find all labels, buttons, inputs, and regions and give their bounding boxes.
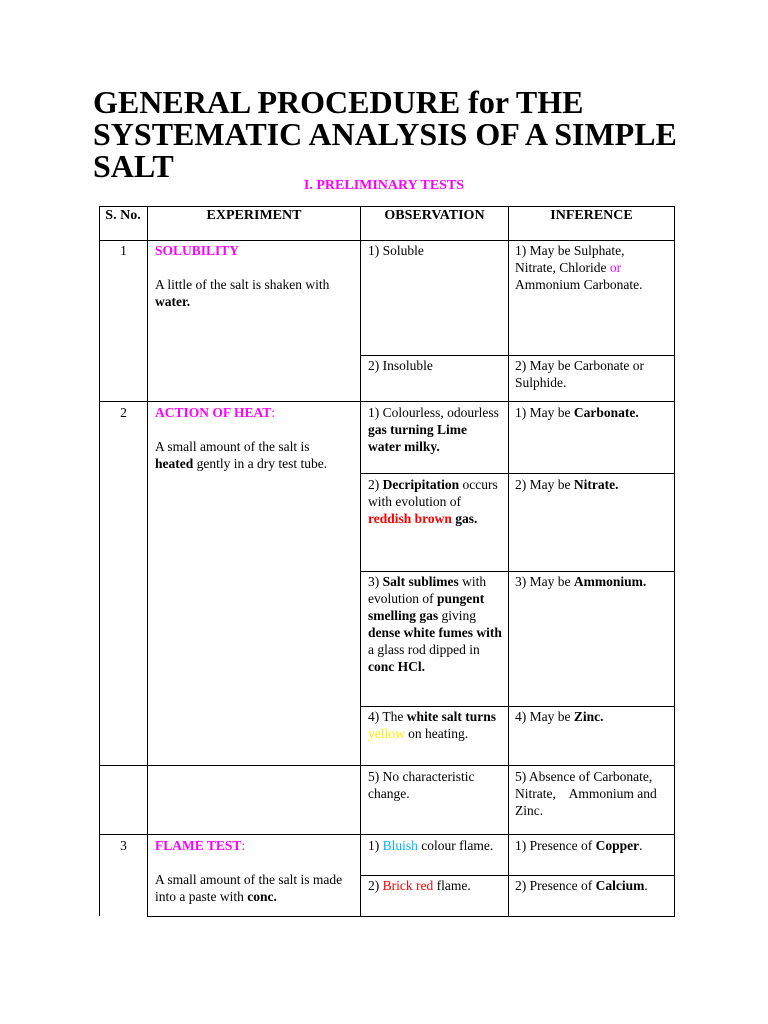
row1-obs1: 1) Soluble — [368, 243, 424, 258]
row1-sno: 1 — [120, 243, 127, 258]
row-divider-2c — [360, 706, 675, 707]
row2-inf5: 5) Absence of Carbonate, Nitrate, Ammonium and Zinc. — [515, 769, 661, 818]
row-divider-1 — [99, 401, 675, 402]
row-divider-1a — [360, 355, 675, 356]
row-divider-2a — [360, 473, 675, 474]
row2-inf3: 3) May be Ammonium. — [515, 574, 647, 589]
column-divider-1 — [147, 206, 148, 916]
row3-sno: 3 — [120, 838, 127, 853]
row1-inf2: 2) May be Carbonate or Sulphide. — [515, 358, 644, 390]
row1-inf1: 1) May be Sulphate, Nitrate, Chloride or Ammonium Carbonate. — [515, 243, 643, 292]
row2-inf1: 1) May be Carbonate. — [515, 405, 639, 420]
row2-obs3: 3) Salt sublimes with evolution of pungent smelling gas giving dense white fumes with a glass rod dipped in conc HCl. — [368, 574, 502, 674]
row1-experiment-water: water. — [155, 294, 191, 309]
table-border-left — [99, 206, 100, 916]
row2-obs4: 4) The white salt turns yellow on heating. — [368, 709, 497, 741]
header-inference: INFERENCE — [550, 208, 633, 223]
row1-obs2: 2) Insoluble — [368, 358, 433, 373]
row1-experiment-title: SOLUBILITY — [155, 243, 240, 258]
column-divider-2 — [360, 206, 361, 916]
row1-experiment-text: A little of the salt is shaken with — [155, 277, 330, 292]
row3-obs2: 2) Brick red flame. — [368, 878, 471, 893]
table-border-right — [674, 206, 675, 916]
row2-obs5: 5) No characteristic change. — [368, 769, 475, 801]
row-divider-2d — [99, 765, 675, 766]
row2-experiment-title: ACTION OF HEAT — [155, 405, 272, 420]
row2-sno: 2 — [120, 405, 127, 420]
row-divider-2b — [360, 571, 675, 572]
row3-inf1: 1) Presence of Copper. — [515, 838, 643, 853]
row2-experiment: ACTION OF HEAT: A small amount of the salt is heated gently in a dry test tube. — [155, 405, 328, 471]
row2-obs2: 2) Decripitation occurs with evolution of reddish brown gas. — [368, 477, 498, 526]
row3-inf2: 2) Presence of Calcium. — [515, 878, 648, 893]
row1-experiment — [155, 242, 345, 310]
header-observation: OBSERVATION — [384, 208, 485, 223]
row3-experiment-title: FLAME TEST — [155, 838, 242, 853]
table-bottom-line — [147, 916, 675, 917]
header-experiment: EXPERIMENT — [206, 208, 302, 223]
row3-experiment: FLAME TEST: A small amount of the salt is made into a paste with conc. — [155, 838, 343, 904]
section-subtitle: I. PRELIMINARY TESTS — [303, 178, 465, 193]
row-divider-header — [99, 240, 675, 241]
row3-obs1: 1) Bluish colour flame. — [368, 838, 494, 853]
row-divider-3a — [360, 875, 675, 876]
page-title: GENERAL PROCEDURE for THE SYSTEMATIC ANALYSIS OF A SIMPLE SALT — [93, 84, 677, 184]
row2-obs1: 1) Colourless, odourless gas turning Lime water milky. — [368, 405, 499, 454]
row-divider-2 — [99, 834, 675, 835]
header-sno: S. No. — [105, 208, 141, 223]
row2-inf4: 4) May be Zinc. — [515, 709, 604, 724]
row2-inf2: 2) May be Nitrate. — [515, 477, 619, 492]
column-divider-3 — [508, 206, 509, 916]
